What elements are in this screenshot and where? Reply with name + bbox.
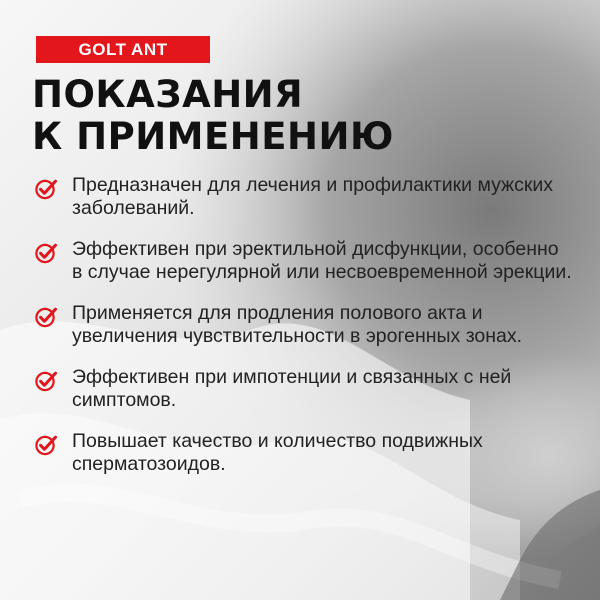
list-item: [34, 430, 574, 476]
check-in-circle-icon: [34, 305, 58, 329]
list-item: [34, 174, 574, 220]
list-item-text: Эффективен при импотенции и связанных с ней симптомов.: [72, 366, 512, 411]
list-item: [34, 366, 574, 412]
page-title: [32, 74, 394, 158]
check-in-circle-icon: [34, 241, 58, 265]
list-item-text: Повышает качество и количество подвижных сперматозоидов.: [72, 430, 483, 475]
indications-list: [34, 174, 574, 476]
list-item-text: Эффективен при эректильной дисфункции, особенно в случае нерегулярной или несвоевременной эрекции.: [72, 238, 572, 283]
title-line: ПОКАЗАНИЯ: [32, 73, 304, 116]
check-in-circle-icon: [34, 369, 58, 393]
list-item: [34, 238, 574, 284]
list-item-text: Применяется для продления полового акта и увеличения чувствительности в эрогенных зонах.: [72, 302, 523, 347]
list-item-text: Предназначен для лечения и профилактики мужских заболеваний.: [72, 174, 554, 219]
check-in-circle-icon: [34, 433, 58, 457]
list-item: [34, 302, 574, 348]
brand-badge: GOLT ANT: [36, 36, 210, 63]
check-in-circle-icon: [34, 177, 58, 201]
title-line: К ПРИМЕНЕНИЮ: [32, 115, 394, 158]
